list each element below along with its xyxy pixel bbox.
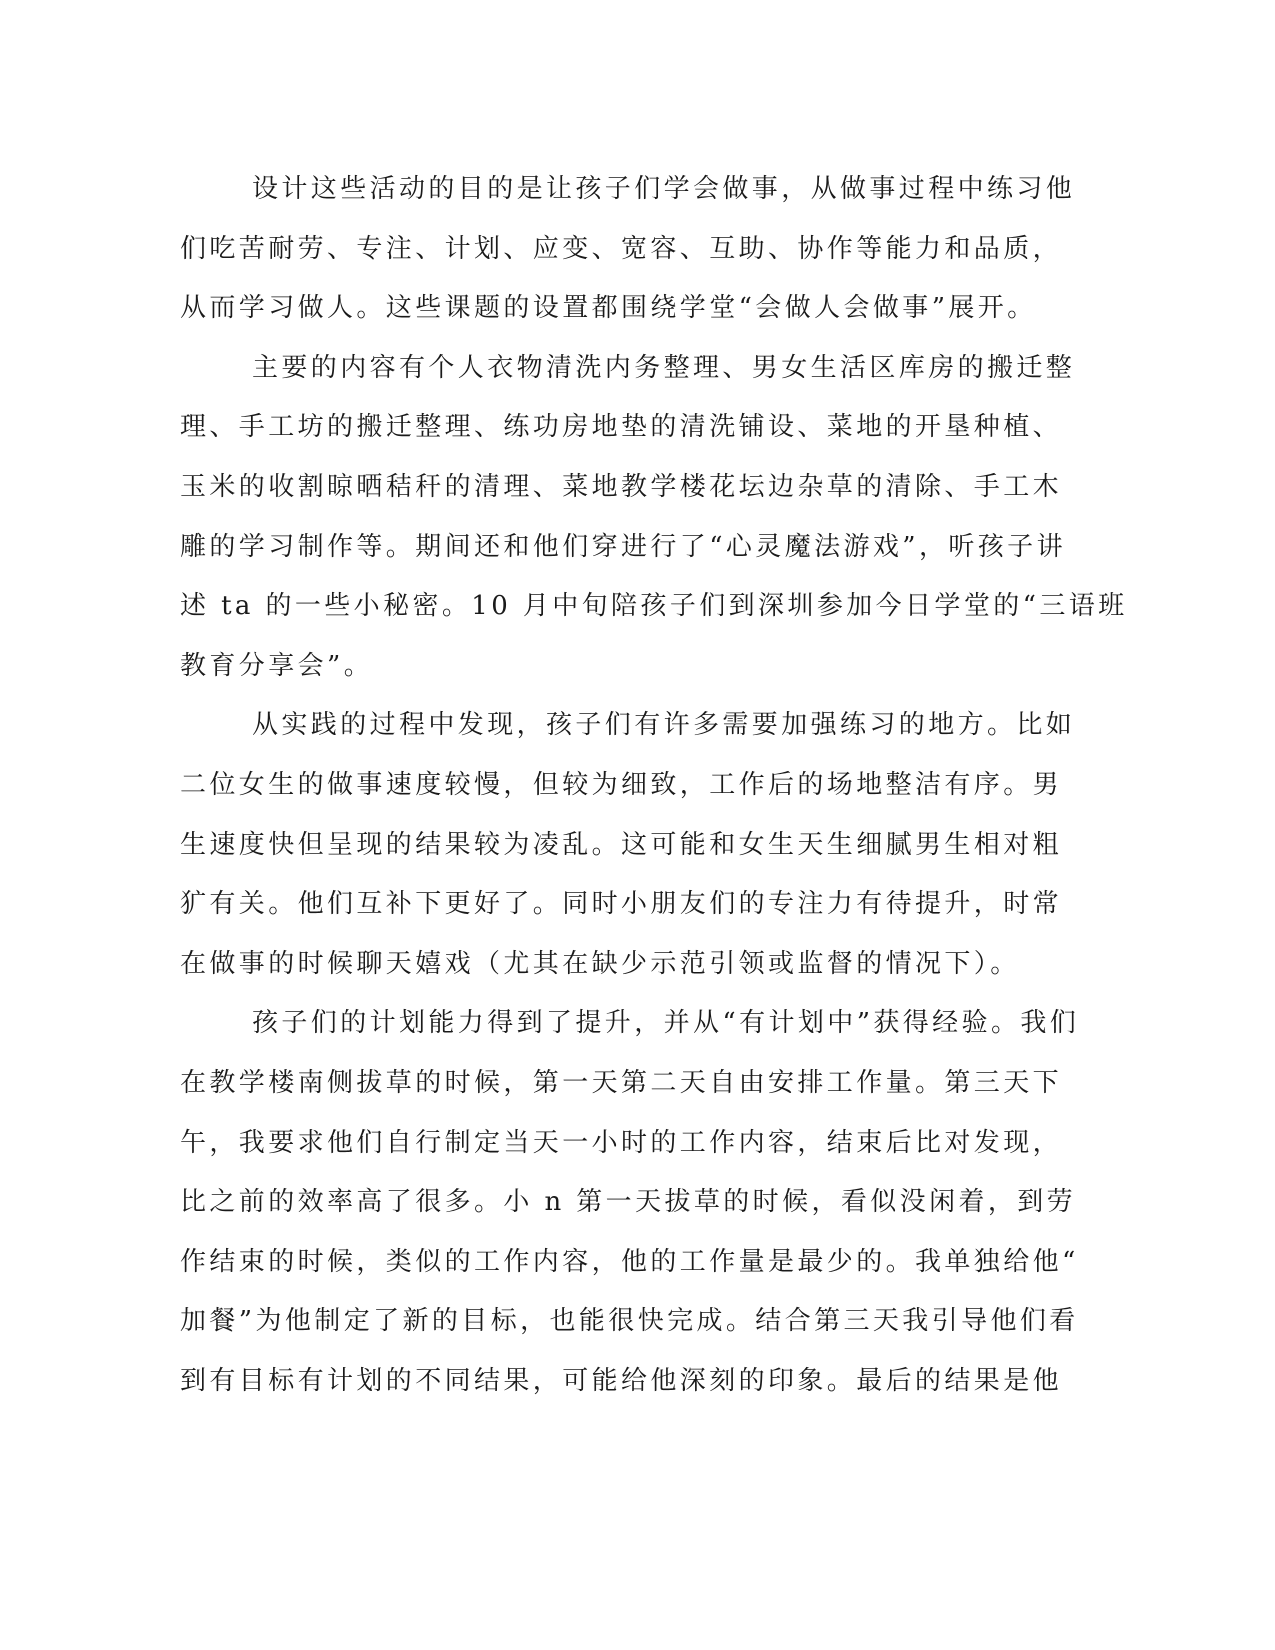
text-line: 从而学习做人。这些课题的设置都围绕学堂“会做人会做事”展开。 [180, 293, 1037, 324]
text-line: 们吃苦耐劳、专注、计划、应变、宽容、互助、协作等能力和品质， [180, 233, 1063, 264]
text-line: 雕的学习制作等。期间还和他们穿进行了“心灵魔法游戏”，听孩子讲 [180, 531, 1066, 562]
text-line: 在教学楼南侧拔草的时候，第一天第二天自由安排工作量。第三天下 [180, 1067, 1063, 1098]
text-line: 从实践的过程中发现，孩子们有许多需要加强练习的地方。比如 [252, 710, 1076, 741]
text-line: 生速度快但呈现的结果较为凌乱。这可能和女生天生细腻男生相对粗 [180, 829, 1063, 860]
text-line: 作结束的时候，类似的工作内容，他的工作量是最少的。我单独给他“ [180, 1246, 1079, 1277]
document-body [180, 160, 1128, 1411]
text-line: 犷有关。他们互补下更好了。同时小朋友们的专注力有待提升，时常 [180, 889, 1063, 920]
text-line: 二位女生的做事速度较慢，但较为细致，工作后的场地整洁有序。男 [180, 769, 1063, 800]
text-line: 理、手工坊的搬迁整理、练功房地垫的清洗铺设、菜地的开垦种植、 [180, 412, 1063, 443]
text-line: 加餐”为他制定了新的目标，也能很快完成。结合第三天我引导他们看 [180, 1306, 1079, 1337]
text-line: 在做事的时候聊天嬉戏（尤其在缺少示范引领或监督的情况下）。 [180, 948, 1020, 979]
text-line: 孩子们的计划能力得到了提升，并从“有计划中”获得经验。我们 [252, 1008, 1080, 1039]
text-line: 述 ta 的一些小秘密。10 月中旬陪孩子们到深圳参加今日学堂的“三语班 [180, 591, 1128, 622]
paragraph-2 [180, 339, 1128, 697]
paragraph-1 [180, 160, 1076, 339]
text-line: 教育分享会”。 [180, 650, 374, 681]
text-line: 午，我要求他们自行制定当天一小时的工作内容，结束后比对发现， [180, 1127, 1063, 1158]
text-line: 比之前的效率高了很多。小 n 第一天拔草的时候，看似没闲着，到劳 [180, 1187, 1077, 1218]
paragraph-4 [180, 994, 1080, 1411]
text-line: 玉米的收割晾晒秸秆的清理、菜地教学楼花坛边杂草的清除、手工木 [180, 471, 1063, 502]
text-line: 主要的内容有个人衣物清洗内务整理、男女生活区库房的搬迁整 [252, 352, 1076, 383]
text-line: 设计这些活动的目的是让孩子们学会做事，从做事过程中练习他 [252, 174, 1076, 204]
text-line: 到有目标有计划的不同结果，可能给他深刻的印象。最后的结果是他 [180, 1365, 1063, 1396]
paragraph-3 [180, 696, 1076, 994]
